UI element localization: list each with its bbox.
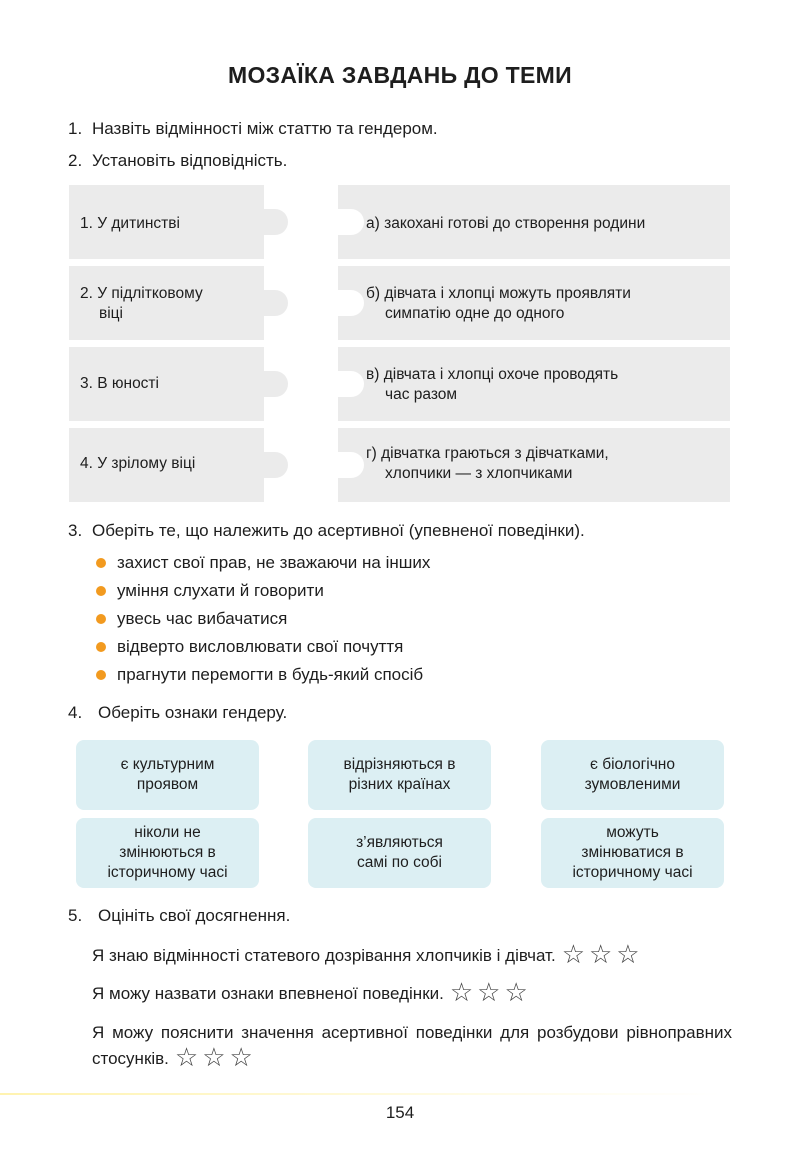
match-left-3: 3. В юності (80, 375, 159, 392)
question-number: 3. (68, 521, 83, 540)
question-4 (68, 702, 287, 724)
puzzle-notch (316, 209, 364, 235)
puzzle-notch (316, 290, 364, 316)
bullet-icon (96, 670, 106, 680)
self-assessment-2: Я можу назвати ознаки впевненої поведінки. ☆☆☆ (92, 977, 532, 1007)
puzzle-notch (316, 371, 364, 397)
question-number: 1. (68, 119, 83, 138)
rating-stars-icon[interactable]: ☆☆☆ (561, 939, 644, 969)
list-item[interactable]: відверто висловлювати свої почуття (96, 634, 430, 662)
page-title: МОЗАЇКА ЗАВДАНЬ ДО ТЕМИ (228, 62, 572, 88)
match-right-a: а) закохані готові до створення родини (366, 215, 646, 232)
rating-stars-icon[interactable]: ☆☆☆ (449, 977, 532, 1007)
puzzle-tab (240, 209, 288, 235)
bullet-icon (96, 558, 106, 568)
rating-stars-icon[interactable]: ☆☆☆ (174, 1042, 257, 1072)
question-text: Установіть відповідність. (92, 151, 288, 170)
list-item[interactable]: захист свої прав, не зважаючи на інших (96, 550, 430, 578)
page-number: 154 (385, 1103, 415, 1122)
gender-card[interactable]: з’являються самі по собі (308, 818, 491, 888)
gender-card[interactable]: відрізняються в різних країнах (308, 740, 491, 810)
gender-card[interactable]: є біологічно зумовленими (541, 740, 724, 810)
question-2 (68, 150, 287, 172)
match-left-1: 1. У дитинстві (80, 215, 180, 232)
puzzle-tab (240, 290, 288, 316)
match-left-4: 4. У зрілому віці (80, 455, 196, 472)
question-number: 2. (68, 151, 83, 170)
question-number: 4. (68, 703, 83, 722)
question-number: 5. (68, 906, 83, 925)
bullet-icon (96, 614, 106, 624)
puzzle-tab (240, 452, 288, 478)
question-text: Оберіть те, що належить до асертивної (упевненої поведінки). (92, 521, 585, 540)
question-5 (68, 905, 290, 927)
gender-card[interactable]: можуть змінюватися в історичному часі (541, 818, 724, 888)
list-item[interactable]: прагнути перемогти в будь-який спосіб (96, 662, 430, 690)
assertive-options-list (96, 550, 430, 690)
self-assessment-1: Я знаю відмінності статевого дозрівання хлопчиків і дівчат. ☆☆☆ (92, 939, 644, 969)
puzzle-notch (316, 452, 364, 478)
bullet-icon (96, 586, 106, 596)
match-left-2: 2. У підлітковому віці (80, 285, 203, 322)
gender-card[interactable]: ніколи не змінюються в історичному часі (76, 818, 259, 888)
gender-card[interactable]: є культурним проявом (76, 740, 259, 810)
list-item[interactable]: увесь час вибачатися (96, 606, 430, 634)
list-item[interactable]: уміння слухати й говорити (96, 578, 430, 606)
puzzle-tab (240, 371, 288, 397)
match-right-c: в) дівчата і хлопці охоче проводять час разом (366, 366, 619, 403)
footer-divider (0, 1093, 720, 1095)
question-1 (68, 118, 438, 140)
match-right-b: б) дівчата і хлопці можуть проявляти симпатію одне до одного (366, 285, 631, 322)
bullet-icon (96, 642, 106, 652)
question-3 (68, 520, 585, 542)
question-text: Оцініть свої досягнення. (98, 906, 291, 925)
question-text: Оберіть ознаки гендеру. (98, 703, 288, 722)
self-assessment-3: Я можу пояснити значення асертивної поведінки для розбудови рівноправних стосунків. ☆☆☆ (92, 1023, 732, 1072)
question-text: Назвіть відмінності між статтю та гендером. (92, 119, 438, 138)
match-right-d: г) дівчатка граються з дівчатками, хлопчики — з хлопчиками (366, 445, 609, 482)
